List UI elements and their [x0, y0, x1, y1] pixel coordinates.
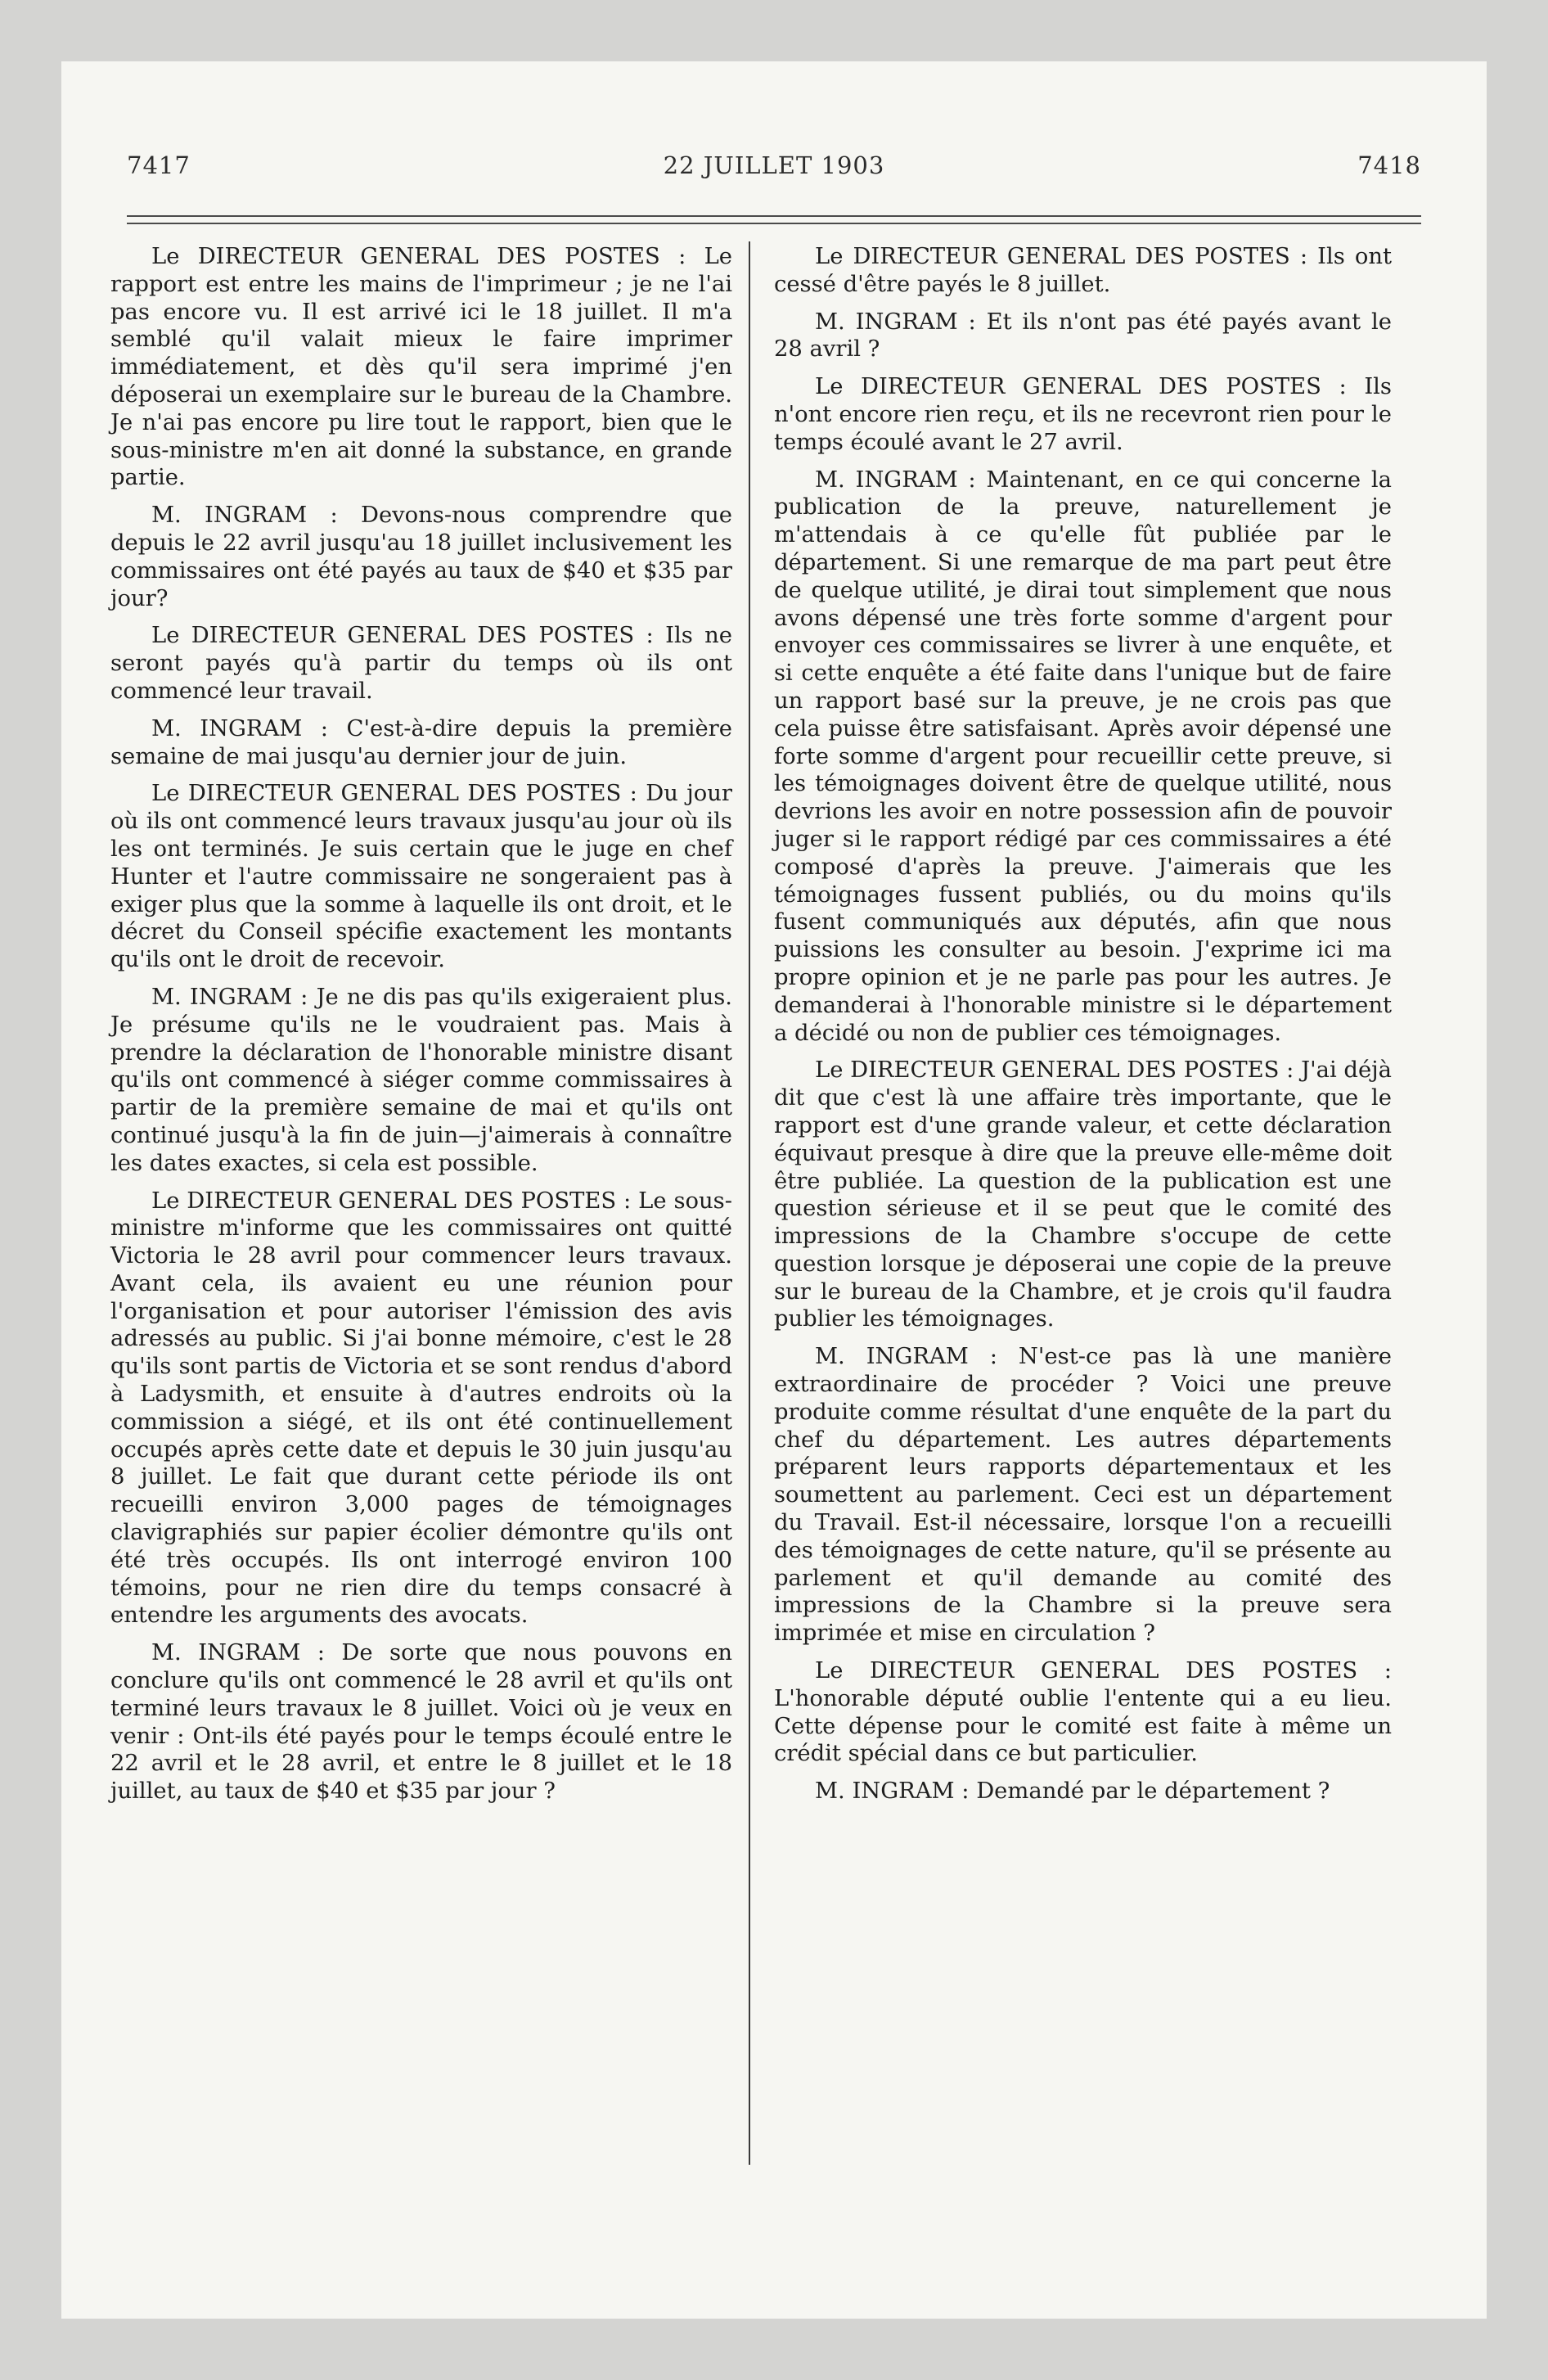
paragraph: M. INGRAM : Et ils n'ont pas été payés avant le 28 avril ? — [774, 309, 1392, 363]
page-number-left: 7417 — [127, 151, 191, 179]
paragraph: Le DIRECTEUR GENERAL DES POSTES : Le rapport est entre les mains de l'imprimeur ; je ne l'ai pas encore vu. Il est arrivé ici le 18 juillet. Il m'a semblé qu'il valait mieux le faire imprimer immédiatement, et dès qu'il sera imprimé j'en déposerai un exemplaire sur le bureau de la Chambre. Je n'ai pas encore pu lire tout le rapport, bien que le sous-ministre m'en ait donné la substance, en grande partie. — [110, 244, 732, 491]
paragraph: M. INGRAM : Devons-nous comprendre que depuis le 22 avril jusqu'au 18 juillet inclusivement les commissaires ont été payés au taux de $40 et $35 par jour? — [110, 503, 732, 611]
page-header — [127, 151, 1421, 184]
paragraph: Le DIRECTEUR GENERAL DES POSTES : Le sous-ministre m'informe que les commissaires ont quitté Victoria le 28 avril pour commencer leurs travaux. Avant cela, ils avaient eu une réunion pour l'organisation et pour autoriser l'émission des avis adressés au public. Si j'ai bonne mémoire, c'est le 28 qu'ils sont partis de Victoria et se sont rendus d'abord à Ladysmith, et ensuite à d'autres endroits où la commission a siégé, et ils ont été continuellement occupés après cette date et depuis le 30 juin jusqu'au 8 juillet. Le fait que durant cette période ils ont recueilli environ 3,000 pages de témoignages clavigraphiés sur papier écolier démontre qu'ils ont été très occupés. Ils ont interrogé environ 100 témoins, pour ne rien dire du temps consacré à entendre les arguments des avocats. — [110, 1188, 732, 1629]
paragraph: Le DIRECTEUR GENERAL DES POSTES : Du jour où ils ont commencé leurs travaux jusqu'au jour où ils les ont terminés. Je suis certain que le juge en chef Hunter et l'autre commissaire ne songeraient pas à exiger plus que la somme à laquelle ils ont droit, et le décret du Conseil spécifie exactement les montants qu'ils ont le droit de recevoir. — [110, 781, 732, 973]
paragraph: M. INGRAM : Maintenant, en ce qui concerne la publication de la preuve, naturellement je m'attendais à ce qu'elle fût publiée par le département. Si une remarque de ma part peut être de quelque utilité, je dirai tout simplement que nous avons dépensé une très forte somme d'argent pour envoyer ces commissaires se livrer à une enquête, et si cette enquête a été faite dans l'unique but de faire un rapport basé sur la preuve, je ne crois pas que cela puisse être satisfaisant. Après avoir dépensé une forte somme d'argent pour recueillir cette preuve, si les témoignages doivent être de quelque utilité, nous devrions les avoir en notre possession afin de pouvoir juger si le rapport rédigé par ces commissaires a été composé d'après la preuve. J'aimerais que les témoignages fussent publiés, ou du moins qu'ils fusent communiqués aux députés, afin que nous puissions les consulter au besoin. J'exprime ici ma propre opinion et je ne parle pas pour les autres. Je demanderai à l'honorable ministre si le département a décidé ou non de publier ces témoignages. — [774, 467, 1392, 1046]
paragraph: Le DIRECTEUR GENERAL DES POSTES : Ils ne seront payés qu'à partir du temps où ils ont commencé leur travail. — [110, 623, 732, 704]
paragraph: M. INGRAM : Demandé par le département ? — [815, 1778, 1330, 1805]
paragraph: M. INGRAM : De sorte que nous pouvons en conclure qu'ils ont commencé le 28 avril et qu'ils ont terminé leurs travaux le 8 juillet. Voici où je veux en venir : Ont-ils été payés pour le temps écoulé entre le 22 avril et le 28 avril, et entre le 8 juillet et le 18 juillet, au taux de $40 et $35 par jour ? — [110, 1640, 732, 1805]
column-divider — [749, 241, 750, 2165]
page-date: 22 JUILLET 1903 — [663, 151, 885, 179]
paragraph: M. INGRAM : N'est-ce pas là une manière extraordinaire de procéder ? Voici une preuve produite comme résultat d'une enquête de la part du chef du département. Les autres départements préparent leurs rapports départementaux et les soumettent au parlement. Ceci est un département du Travail. Est-il nécessaire, lorsque l'on a recueilli des témoignages de cette nature, qu'il se présente au parlement et qu'il demande au comité des impressions de la Chambre si la preuve sera imprimée et mise en circulation ? — [774, 1344, 1392, 1647]
paragraph: Le DIRECTEUR GENERAL DES POSTES : Ils ont cessé d'être payés le 8 juillet. — [774, 244, 1392, 297]
right-column — [774, 243, 1392, 1815]
page-number-right: 7418 — [1357, 151, 1421, 179]
paragraph: M. INGRAM : Je ne dis pas qu'ils exigeraient plus. Je présume qu'ils ne le voudraient pas. Mais à prendre la déclaration de l'honorable ministre disant qu'ils ont commencé à siéger comme commissaires à partir de la première semaine de mai et qu'ils ont continué jusqu'à la fin de juin—j'aimerais à connaître les dates exactes, si cela est possible. — [110, 984, 732, 1176]
paragraph: Le DIRECTEUR GENERAL DES POSTES : L'honorable député oublie l'entente qui a eu lieu. Cette dépense pour le comité est faite à même un crédit spécial dans ce but particulier. — [774, 1658, 1392, 1767]
header-rule-bottom — [127, 223, 1421, 224]
header-rule-top — [127, 215, 1421, 217]
document-page — [61, 61, 1487, 2319]
left-column — [110, 243, 732, 1815]
paragraph: Le DIRECTEUR GENERAL DES POSTES : J'ai déjà dit que c'est là une affaire très importante, que le rapport est d'une grande valeur, et cette déclaration équivaut presque à dire que la preuve elle-même doit être publiée. La question de la publication est une question sérieuse et il se peut que le comité des impressions de la Chambre s'occupe de cette question lorsque je déposerai une copie de la preuve sur le bureau de la Chambre, et je crois qu'il faudra publier les témoignages. — [774, 1057, 1392, 1332]
paragraph: Le DIRECTEUR GENERAL DES POSTES : Ils n'ont encore rien reçu, et ils ne recevront rien pour le temps écoulé avant le 27 avril. — [774, 374, 1392, 455]
paragraph: M. INGRAM : C'est-à-dire depuis la première semaine de mai jusqu'au dernier jour de juin. — [110, 715, 732, 769]
